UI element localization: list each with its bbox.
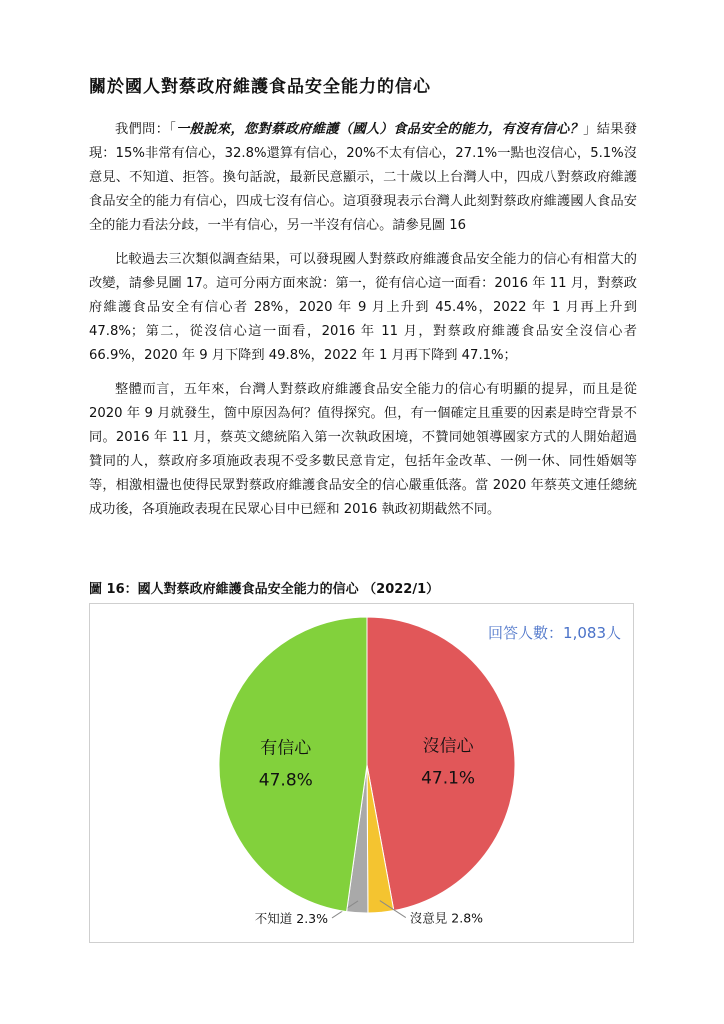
respondent-count: 回答人數：1,083人 <box>488 624 621 642</box>
slice-label-no-opinion: 沒意見 2.8% <box>409 910 484 926</box>
section-heading: 關於國人對蔡政府維護食品安全能力的信心 <box>89 77 431 97</box>
slice-label-dont-know: 不知道 2.3% <box>254 910 328 926</box>
pie-chart-frame <box>89 603 634 943</box>
paragraph-2: 比較過去三次類似調查結果，可以發現國人對蔡政府維護食品安全能力的信心有相當大的改變，請參見圖 17。這可分兩方面來說：第一，從有信心這一面看：2016 年 11 月，對蔡政府維護食品安全有信心者 28%，2020 年 9 月上升到 45.4%，2022 年 1 月再上升到 47.8%；第二，從沒信心這一面看，2016 年 11 月，對蔡政府維護食品安全沒信心者 66.9%，2020 年 9 月下降到 49.8%，2022 年 1 月再下降到 47.1%； <box>89 252 637 363</box>
pie-slice-no-confidence <box>367 617 515 911</box>
paragraph-1 <box>89 118 637 238</box>
slice-value-no-confidence: 47.1% <box>421 768 476 789</box>
slice-label-confidence: 有信心 <box>260 738 312 759</box>
figure-caption: 圖 16：國人對蔡政府維護食品安全能力的信心 （2022/1） <box>89 582 440 597</box>
survey-question: 一般說來，您對蔡政府維護（國人）食品安全的能力，有沒有信心？ <box>176 122 584 137</box>
slice-label-no-confidence: 沒信心 <box>422 736 474 757</box>
paragraph-1-lead: 我們問：「 <box>115 122 177 137</box>
pie-chart <box>90 604 633 942</box>
pie-slice-confidence <box>219 617 367 912</box>
paragraph-3: 整體而言，五年來，台灣人對蔡政府維護食品安全能力的信心有明顯的提昇，而且是從 2020 年 9 月就發生，箇中原因為何？值得探究。但，有一個確定且重要的因素是時空背景不同。2016 年 11 月，蔡英文總統陷入第一次執政困境，不贊同她領導國家方式的人開始超過贊同的人，蔡政府多項施政表現不受多數民意肯定，包括年金改革、一例一休、同性婚姻等等，相激相盪也使得民眾對蔡政府維護食品安全的信心嚴重低落。當 2020 年蔡英文連任總統成功後，各項施政表現在民眾心目中已經和 2016 執政初期截然不同。 <box>89 382 637 517</box>
paragraph-1-rest: 」結果發現：15%非常有信心，32.8%還算有信心，20%不太有信心，27.1%一點也沒信心，5.1%沒意見、不知道、拒答。換句話說，最新民意顯示，二十歲以上台灣人中，四成八對蔡政府維護食品安全的能力有信心，四成七沒有信心。這項發現表示台灣人此刻對蔡政府維護國人食品安全的能力看法分歧，一半有信心，另一半沒有信心。請參見圖 16 <box>89 122 638 233</box>
slice-value-confidence: 47.8% <box>258 770 313 791</box>
